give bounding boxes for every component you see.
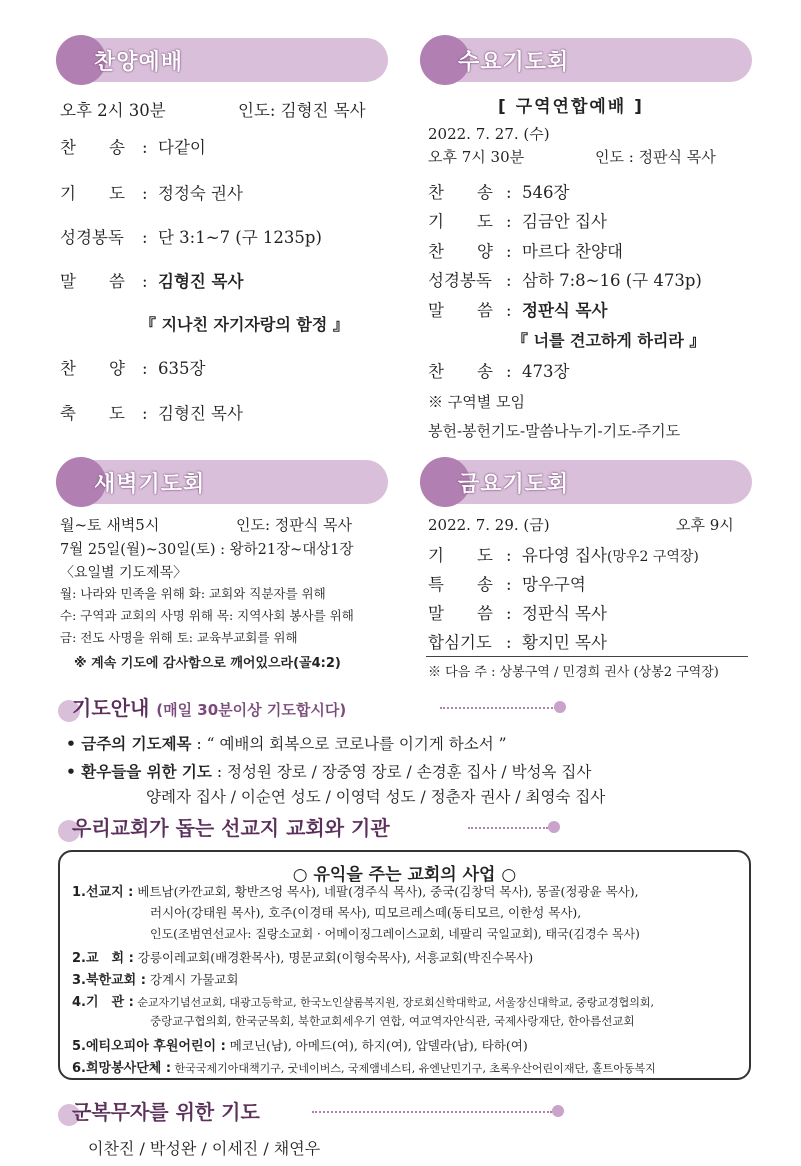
row-label: 성경봉독 [60,228,124,247]
row-value: 마르다 찬양대 [522,242,623,261]
wed-row-hymn: 찬 송 : 546장 [428,179,569,203]
fri-row-sermon: 말 씀 : 정판식 목사 [428,600,607,624]
dawn-period: 7월 25일(월)~30일(토) : 왕하21장~대상1장 [60,542,354,558]
fri-row-prayer: 기 도 : 유다영 집사(망우2 구역장) [428,542,699,566]
dawn-banner [56,460,388,504]
dawn-topic-line: 수: 구역과 교회의 사명 위해 목: 지역사회 봉사를 위해 [60,608,354,623]
row-label: 말 씀 [60,272,125,291]
prayer-guide-subtitle: (매일 30분이상 기도합시다) [156,701,347,719]
row-label: 성경봉독 [428,271,492,290]
row-label: 찬 송 [428,362,493,381]
sunday-sermon-title: 『 지나친 자기자랑의 함정 』 [140,315,349,334]
sunday-row-prayer: 기 도 : 정정숙 권사 [60,180,243,204]
mission-text: 인도(조범연선교사: 질랑소교회 · 어메이징그레이스교회, 네팔리 국일교회), 태국(김경수 목사) [150,927,640,941]
friday-date: 2022. 7. 29. (금) [428,516,550,534]
mission-row [72,947,533,966]
prayer-item-text: : “ 예배의 회복으로 코로나를 이기게 하소서 ” [191,735,507,753]
mission-text: 강릉이레교회(배경환목사), 명문교회(이형숙목사), 서흥교회(박진수목사) [133,950,534,965]
mission-row [72,881,639,900]
prayer-item-patients [66,760,591,782]
mission-row [72,969,238,988]
sunday-praise-time: 오후 2시 30분 [60,101,166,120]
sunday-row-reading: 성경봉독 : 단 3:1~7 (구 1235p) [60,224,322,248]
row-label: 찬 양 [60,359,125,378]
row-value: 유다영 집사 [522,546,607,565]
mission-label: 3.북한교회 : [72,973,146,988]
row-label: 기 도 [428,212,493,231]
wednesday-subtitle: [ 구역연합예배 ] [498,97,644,117]
wed-row-prayer: 기 도 : 김금안 집사 [428,208,607,232]
prayer-item-continued: 양례자 집사 / 이순연 성도 / 이영덕 성도 / 정춘자 권사 / 최영숙 집사 [146,788,606,806]
prayer-item-label: • 금주의 기도제목 [66,735,192,753]
sunday-row-benediction: 축 도 : 김형진 목사 [60,400,243,424]
row-label: 말 씀 [428,301,493,320]
prayer-item-label: • 환우들을 위한 기도 [66,763,212,781]
sunday-praise-title: 찬양예배 [94,50,184,75]
mission-label: 1.선교지 : [72,885,134,900]
sunday-praise-leader: 인도: 김형진 목사 [238,101,366,120]
row-value: 정정숙 권사 [158,184,243,203]
wed-row-reading: 성경봉독 : 삼하 7:8~16 (구 473p) [428,267,702,291]
wednesday-banner [420,38,752,82]
wed-sermon-title: 『 너를 견고하게 하리라 』 [512,331,706,350]
mission-text: 순교자기념선교회, 대광고등학교, 한국노인샬롬복지원, 장로회신학대학교, 서울장신대학교, 중랑교경협의회, [133,996,654,1009]
wednesday-date: 2022. 7. 27. (수) [428,125,550,143]
mission-row [150,1013,635,1029]
wed-note: ※ 구역별 모임 [428,393,525,411]
row-value: 김금안 집사 [522,212,607,231]
mission-label: 2.교 회 : [72,951,134,966]
dawn-leader: 인도: 정판식 목사 [236,516,353,534]
wednesday-title: 수요기도회 [458,50,570,75]
row-value: 단 3:1~7 (구 1235p) [158,228,322,247]
row-value: 정판식 목사 [522,604,607,623]
friday-divider [426,656,748,657]
sunday-praise-banner [56,38,388,82]
mission-row [72,991,654,1010]
prayer-guide-title: 기도안내 [72,696,150,720]
row-value: 김형진 목사 [158,272,244,291]
friday-title: 금요기도회 [458,472,570,497]
dawn-verse: ※ 계속 기도에 감사함으로 깨어있으라(골4:2) [74,656,341,671]
dawn-topic-line: 월: 나라와 민족을 위해 화: 교회와 직분자를 위해 [60,586,326,601]
wed-row-hymn2: 찬 송 : 473장 [428,358,569,382]
mission-row [150,925,640,942]
row-value: 황지민 목사 [522,633,607,652]
sunday-row-hymn: 찬 송 : 다같이 [60,134,206,158]
missions-title: 우리교회가 돕는 선교지 교회와 기관 [72,816,390,840]
row-label: 특 송 [428,575,493,594]
wednesday-leader: 인도 : 정판식 목사 [595,148,716,166]
dawn-topic-line: 금: 전도 사명을 위해 토: 교육부교회를 위해 [60,630,298,645]
mission-text: 한국국제기아대책기구, 굿네이버스, 국제앰네스티, 유엔난민기구, 초록우산어린이재단, 홀트아동복지 [171,1062,656,1075]
dawn-days: 월~토 새벽5시 [60,516,160,534]
row-value: 정판식 목사 [522,301,608,320]
wednesday-time: 오후 7시 30분 [428,148,525,166]
prayer-item-text: : 정성원 장로 / 장중영 장로 / 손경훈 집사 / 박성옥 집사 [211,763,592,781]
mission-row [72,1057,656,1076]
row-label: 축 도 [60,404,125,423]
row-value: 635장 [158,359,206,378]
row-label: 말 씀 [428,604,493,623]
mission-label: 6.희망봉사단체 : [72,1061,172,1076]
row-value: 망우구역 [522,575,586,594]
row-value: 473장 [522,362,570,381]
row-extra: (망우2 구역장) [606,549,699,565]
friday-time: 오후 9시 [676,516,734,534]
wed-row-choir: 찬 양 : 마르다 찬양대 [428,238,623,262]
fri-row-joint: 합심기도 : 황지민 목사 [428,629,607,653]
end-dot [554,701,566,713]
row-label: 찬 송 [428,183,493,202]
row-label: 기 도 [60,184,125,203]
wed-order: 봉헌-봉헌기도-말씀나누기-기도-주기도 [428,422,681,440]
mission-label: 4.기 관 : [72,995,134,1010]
mission-text: 메코닌(남), 아메드(여), 하지(여), 압델라(남), 타하(여) [225,1038,528,1053]
dotted-rule [440,707,556,709]
prayer-item-week [66,732,507,754]
wed-row-sermon: 말 씀 : 정판식 목사 [428,297,607,321]
row-value: 다같이 [158,138,206,157]
mission-label: 5.에티오피아 후원어린이 : [72,1039,226,1054]
row-value: 546장 [522,183,570,202]
dawn-title: 새벽기도회 [94,472,206,497]
row-label: 찬 양 [428,242,493,261]
sunday-row-sermon: 말 씀 : 김형진 목사 [60,268,243,292]
dotted-rule [468,827,548,829]
sunday-row-choir: 찬 양 : 635장 [60,355,205,379]
row-value: 김형진 목사 [158,404,243,423]
mission-text: 러시아(강태원 목사), 호주(이경태 목사), 띠모르레스떼(동티모르, 이한성 목사), [150,905,582,920]
friday-banner [420,460,752,504]
mission-text: 베트남(카깐교회, 황반즈엉 목사), 네팔(경주식 목사), 중국(김창덕 목사), 몽골(정광윤 목사), [133,884,639,899]
fri-row-special: 특 송 : 망우구역 [428,571,586,595]
mission-text: 중랑교구협의회, 한국군목회, 북한교회세우기 연합, 여교역자안식관, 국제사랑재단, 한아름선교회 [150,1014,635,1028]
missions-box-title: ○ 유익을 주는 교회의 사업 ○ [292,865,517,885]
soldiers-title: 군복무자를 위한 기도 [72,1100,260,1124]
dawn-topics-head: 〈요일별 기도제목〉 [60,565,188,581]
mission-row [150,903,581,921]
row-label: 합심기도 [428,633,492,652]
mission-text: 강계시 가물교회 [145,972,239,987]
end-dot [548,821,560,833]
row-label: 기 도 [428,546,493,565]
friday-next-week: ※ 다음 주 : 상봉구역 / 민경희 권사 (상봉2 구역장) [428,665,719,680]
row-value: 삼하 7:8~16 (구 473p) [522,271,702,290]
end-dot [552,1105,564,1117]
soldiers-names: 이찬진 / 박성완 / 이세진 / 채연우 [88,1139,321,1158]
mission-row [72,1035,528,1054]
row-label: 찬 송 [60,138,125,157]
dotted-rule [312,1111,552,1113]
